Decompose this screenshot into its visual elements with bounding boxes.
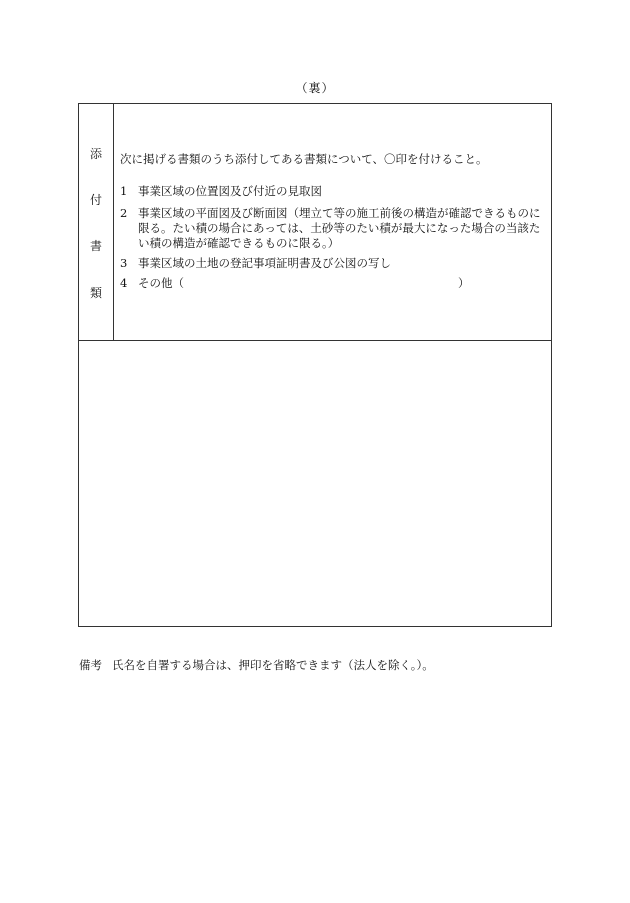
attachment-instructions: 次に掲げる書類のうち添付してある書類について、〇印を付けること。 <box>120 152 488 166</box>
attachment-side-label <box>79 104 114 340</box>
side-label-char: 書 <box>89 239 102 253</box>
item-text: 事業区域の土地の登記事項証明書及び公図の写し <box>138 256 391 270</box>
item-number: 2 <box>120 206 128 220</box>
other-documents-close: ） <box>458 276 470 290</box>
item-number: 3 <box>120 256 128 270</box>
free-entry-area[interactable] <box>79 341 551 626</box>
other-documents-label: その他（ <box>138 276 184 290</box>
side-label-char: 添 <box>89 147 102 161</box>
remarks-text: 氏名を自署する場合は、押印を省略できます（法人を除く。）。 <box>112 658 434 672</box>
side-label-char: 付 <box>89 193 102 207</box>
page-heading: （裏） <box>295 81 335 95</box>
item-text: 事業区域の平面図及び断面図（埋立て等の施工前後の構造が確認できるものに限る。たい積の場合にあっては、土砂等のたい積が最大になった場合の当該たい積の構造が確認できるものに限る。） <box>138 206 541 250</box>
item-number: 4 <box>120 276 128 290</box>
attachment-section <box>79 104 551 341</box>
side-label-char: 類 <box>89 286 102 300</box>
item-text: 事業区域の位置図及び付近の見取図 <box>138 184 322 198</box>
remarks-note <box>79 657 434 673</box>
item-number: 1 <box>120 184 128 198</box>
attachment-form <box>78 103 552 627</box>
remarks-label: 備考 <box>79 658 102 672</box>
